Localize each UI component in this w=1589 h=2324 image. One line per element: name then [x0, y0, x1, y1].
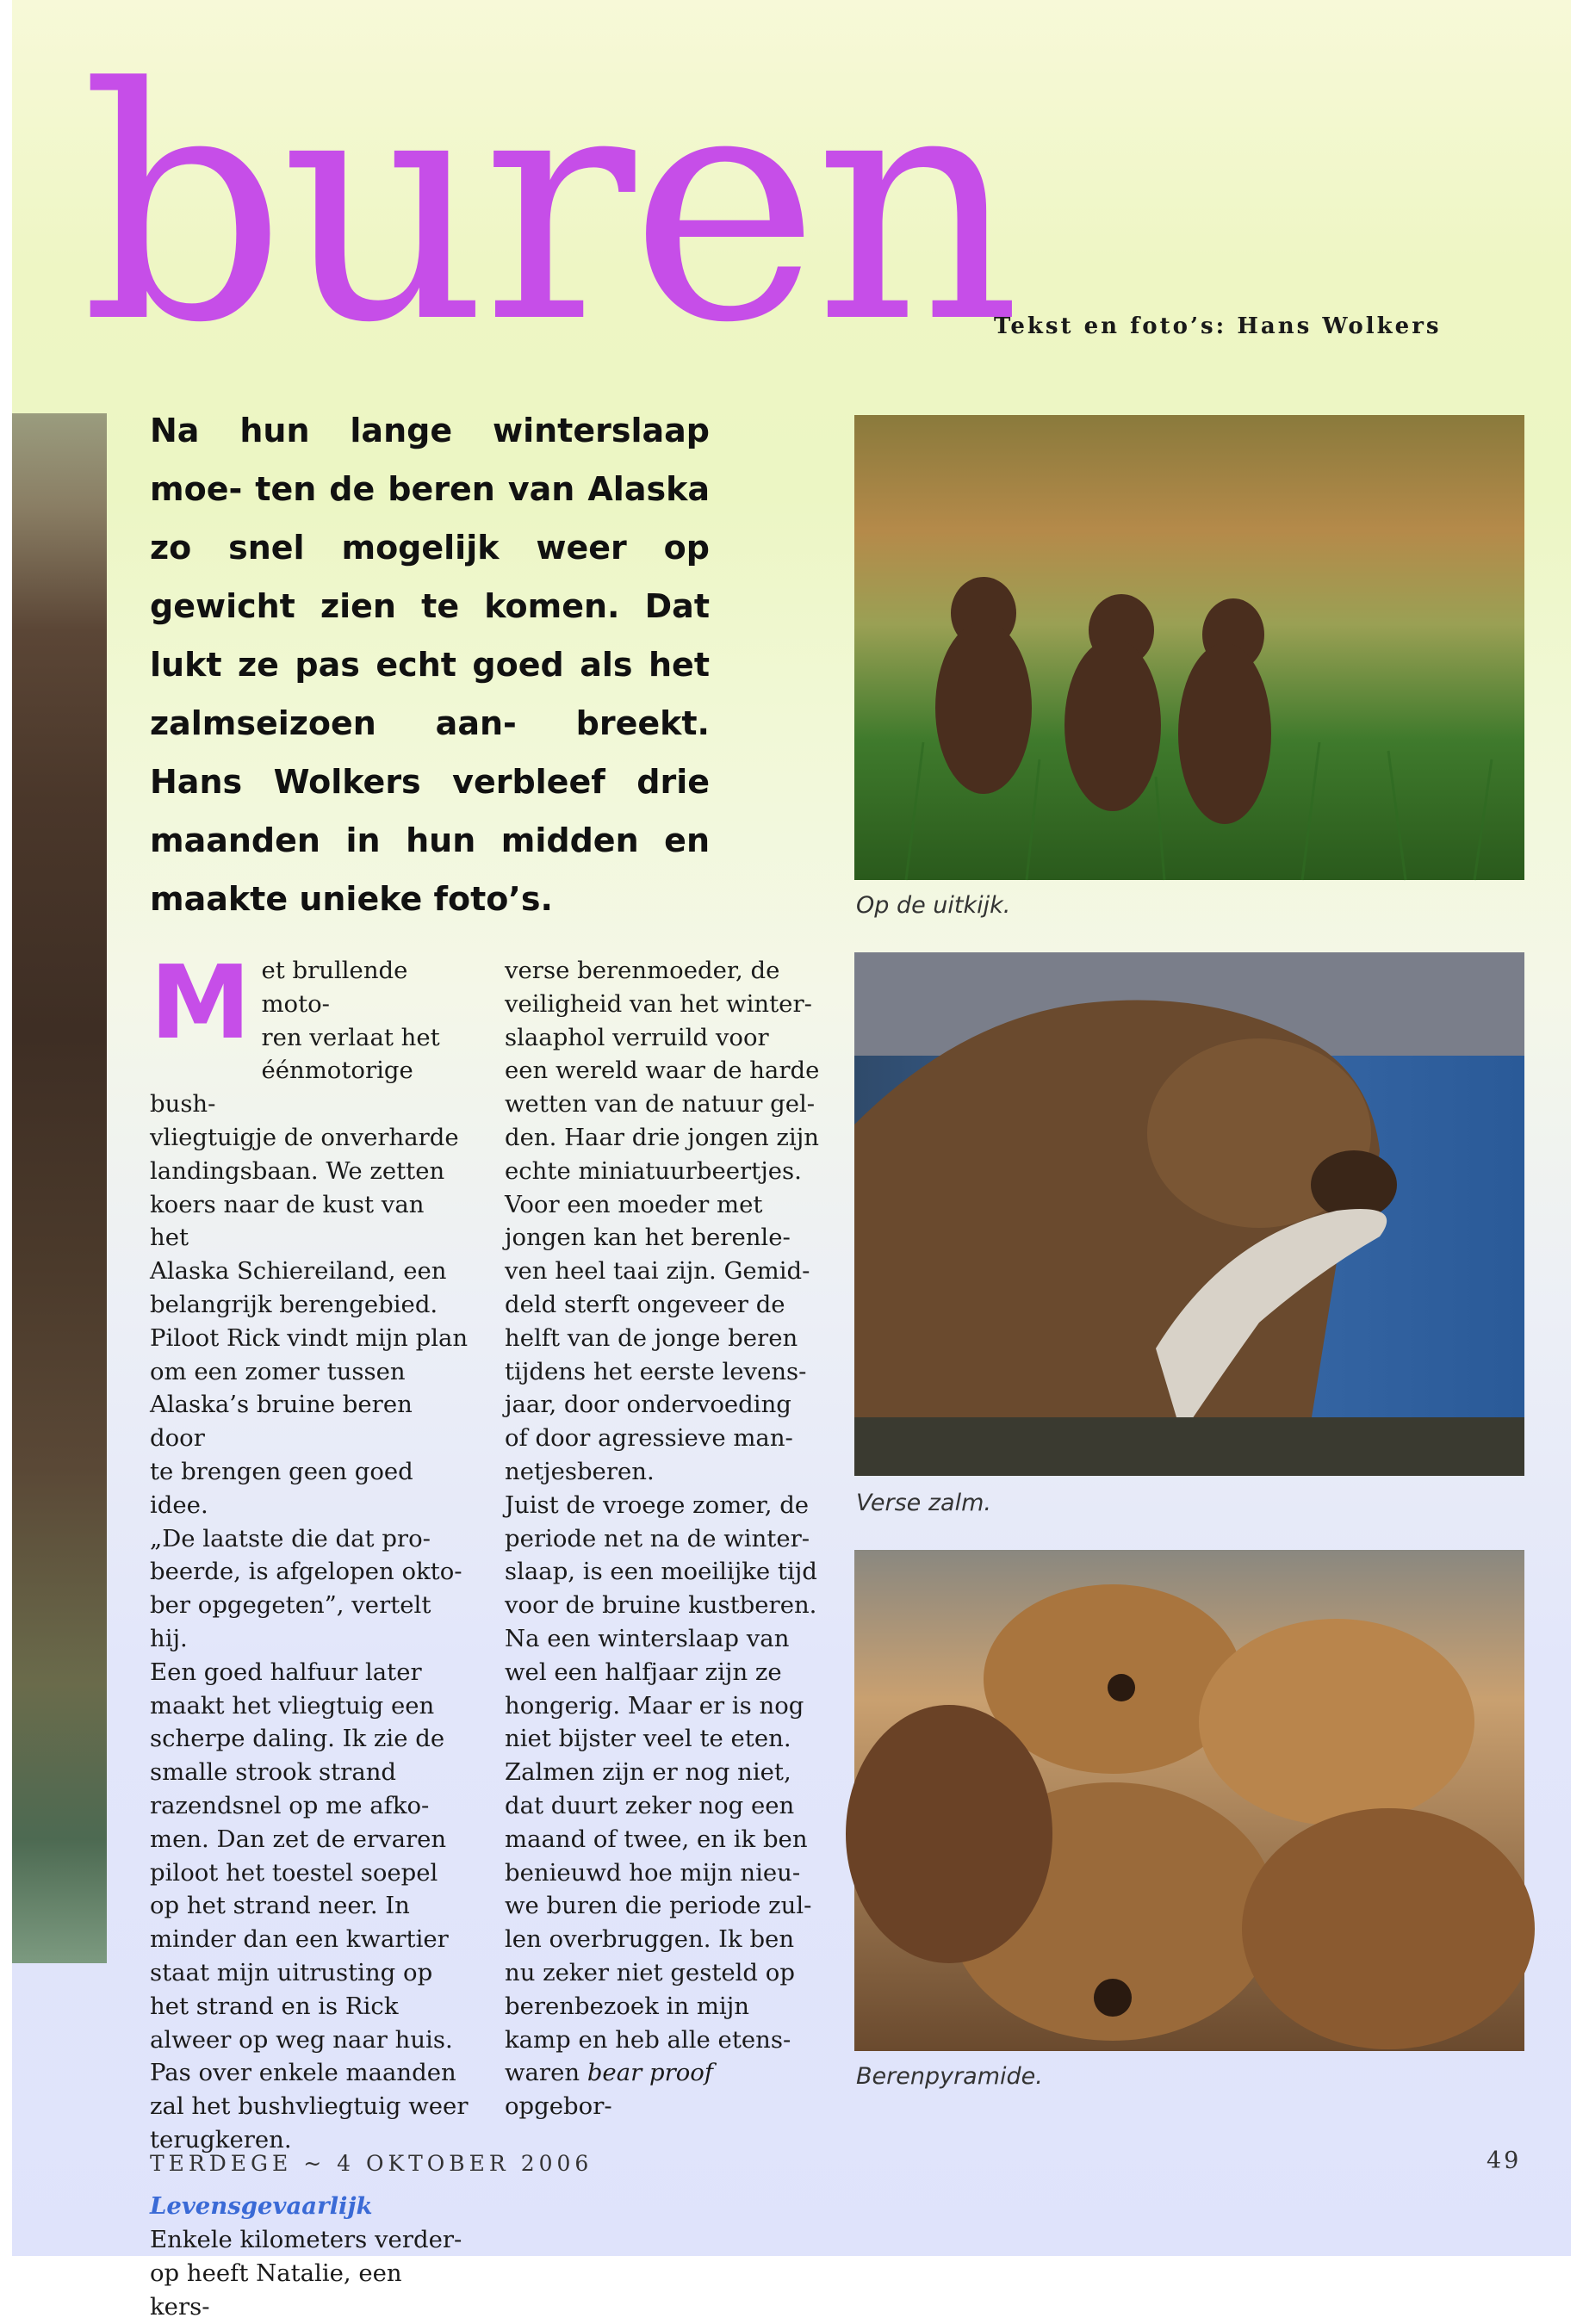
column-2-italic: bear proof: [587, 2059, 714, 2087]
column-2-end: opgebor-: [505, 2092, 612, 2121]
column-1-continued: Enkele kilometers verder- op heeft Natalie, een kers-: [150, 2226, 462, 2321]
page-number: 49: [1487, 2147, 1522, 2174]
photo-bear-pyramid: [854, 1550, 1524, 2051]
footer-publication: TERDEGE ~ 4 OKTOBER 2006: [150, 2151, 593, 2176]
column-2-text: verse berenmoeder, de veiligheid van het winter- slaaphol verruild voor een wereld waar de harde wetten van de natuur gel- den. Haar drie jongen zijn echte miniatuurbeertjes. Voor een moeder met jongen kan het berenle- ven heel taai zijn. Gemid- deld sterft ongeveer de helft van de jonge beren tijdens het eerste levens- jaar, door ondervoeding of door agressieve man- netjesberen. Juist de vroege zomer, de periode net na de winter- slaap, is een moeilijke tijd voor de bruine kustberen. Na een winterslaap van wel een halfjaar zijn ze hongerig. Maar er is nog niet bijster veel te eten. Zalmen zijn er nog niet, dat duurt zeker nog een maand of twee, en ik ben benieuwd hoe mijn nieu- we buren die periode zul- len overbruggen. Ik ben nu zeker niet gesteld op berenbezoek in mijn kamp en heb alle etens- waren: [505, 957, 820, 2087]
column-1-text: et brullende moto- ren verlaat het éénmotorige bush- vliegtuigje de onverharde landingsbaan. We zetten koers naar de kust van het Alaska Schiereiland, een belangrijk berengebied. Piloot Rick vindt mijn plan om een zomer tussen Alaska’s bruine beren door te brengen geen goed idee. „De laatste die dat pro- beerde, is afgelopen okto- ber opgegeten”, vertelt hij. Een goed halfuur later maakt het vliegtuig een scherpe daling. Ik zie de smalle strook strand razendsnel op me afko- men. Dan zet de ervaren piloot het toestel soepel op het strand neer. In minder dan een kwartier staat mijn uitrusting op het strand en is Rick alweer op weg naar huis. Pas over enkele maanden zal het bushvliegtuig weer terugkeren.: [150, 957, 469, 2154]
photo-bear-cubs: [854, 415, 1524, 880]
drop-cap: M: [150, 943, 251, 1062]
body-column-2: [505, 954, 823, 2123]
article-title: buren: [81, 20, 1016, 393]
subheading: Levensgevaarlijk: [150, 2192, 373, 2221]
photo-2-caption: Verse zalm.: [856, 1490, 991, 1516]
side-bear-photo: [12, 413, 107, 1963]
body-column-1: [150, 943, 469, 2324]
photo-bear-salmon: [854, 952, 1524, 1476]
photo-1-caption: Op de uitkijk.: [856, 892, 1011, 919]
photo-3-caption: Berenpyramide.: [856, 2063, 1043, 2090]
magazine-page: [12, 0, 1571, 2321]
author-credit: Tekst en foto’s: Hans Wolkers: [994, 313, 1442, 339]
intro-paragraph: Na hun lange winterslaap moe- ten de beren van Alaska zo snel mogelijk weer op gewicht zien te komen. Dat lukt ze pas echt goed als het zalmseizoen aan- breekt. Hans Wolkers verbleef drie maanden in hun midden en maakte unieke foto’s.: [150, 412, 710, 918]
